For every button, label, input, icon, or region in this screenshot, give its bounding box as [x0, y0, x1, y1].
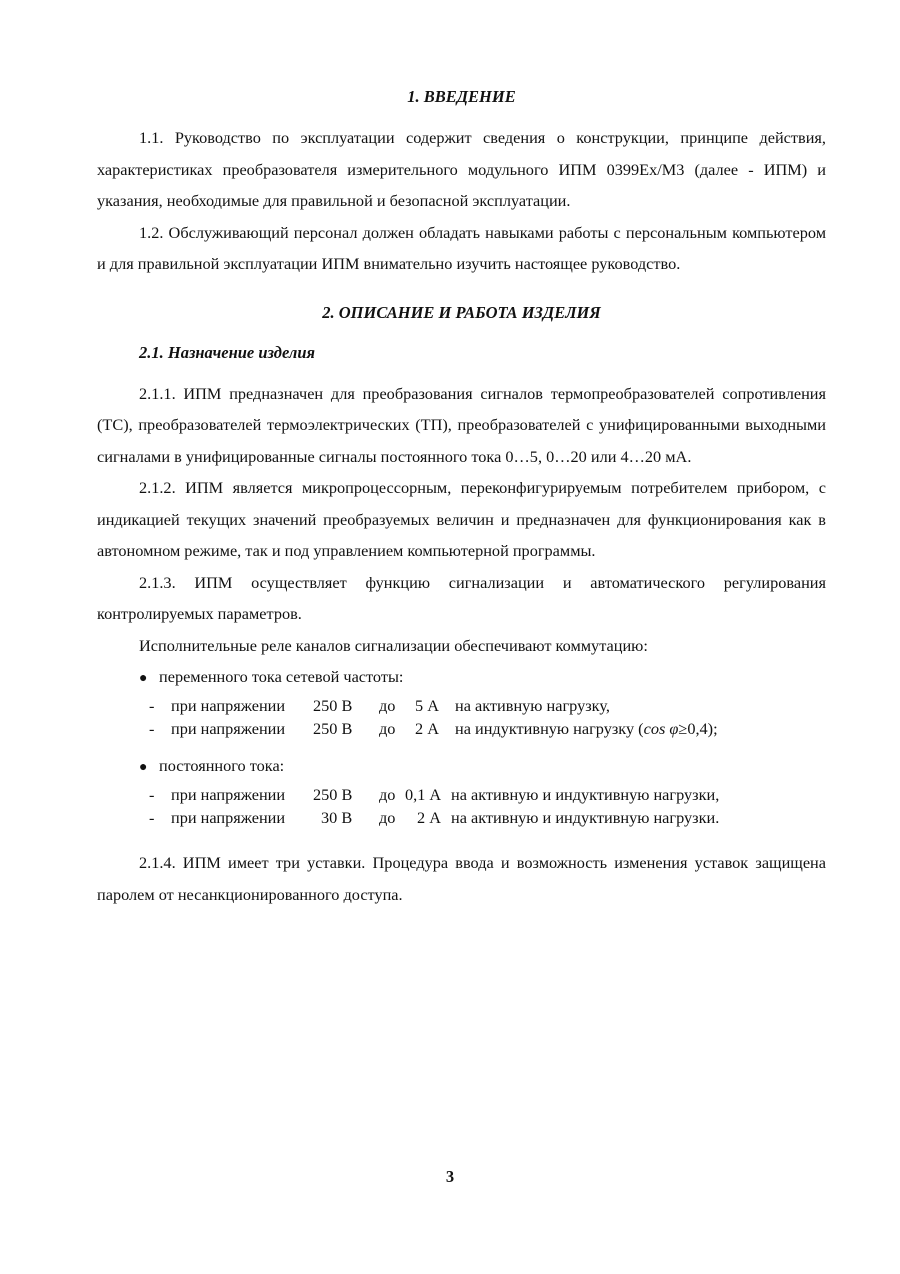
heading-introduction: 1. ВВЕДЕНИЕ — [407, 87, 516, 106]
bullet-dot-icon: ● — [139, 760, 148, 775]
paragraph-1-2: 1.2. Обслуживающий персонал должен обладать навыками работы с персональным компьютером и для правильной эксплуатации ИПМ внимательно изучить настоящее руководство. — [97, 222, 826, 273]
ac-label: переменного тока сетевой частоты: — [159, 667, 404, 686]
bullet-ac — [97, 661, 826, 694]
heading-description: 2. ОПИСАНИЕ И РАБОТА ИЗДЕЛИЯ — [322, 302, 601, 322]
document-page — [97, 82, 826, 910]
heading-purpose: 2.1. Назначение изделия — [139, 342, 315, 362]
ac-row-1: - при напряжении 250 В до 5 А на активную нагрузку, — [149, 696, 610, 715]
dc-label: постоянного тока: — [159, 756, 285, 775]
bullet-dot-icon: ● — [139, 671, 148, 686]
paragraph-2-1-4: 2.1.4. ИПМ имеет три уставки. Процедура ввода и возможность изменения уставок защищена паролем от несанкционированного доступа. — [97, 853, 826, 904]
ac-row-2: - при напряжении 250 В до 2 А на индуктивную нагрузку (cos φ≥0,4); — [149, 719, 718, 738]
paragraph-2-1-3: 2.1.3. ИПМ осуществляет функцию сигнализации и автоматического регулирования контролируемых параметров. — [97, 572, 826, 623]
paragraph-1-1: 1.1. Руководство по эксплуатации содержит сведения о конструкции, принципе действия, характеристиках преобразователя измерительного модульного ИПМ 0399Ex/М3 (далее - ИПМ) и указания, необходимые для правильной и безопасной эксплуатации. — [97, 128, 826, 210]
paragraph-2-1-1: 2.1.1. ИПМ предназначен для преобразования сигналов термопреобразователей сопротивления (ТС), преобразователей термоэлектрических (ТП), преобразователей с унифицированными выходными сигналами в унифицированные сигналы постоянного тока 0…5, 0…20 или 4…20 мА. — [97, 383, 826, 466]
dc-row-1: - при напряжении 250 В до 0,1 А на активную и индуктивную нагрузки, — [149, 785, 720, 804]
relay-intro: Исполнительные реле каналов сигнализации обеспечивают коммутацию: — [139, 635, 648, 655]
dc-row-2: - при напряжении 30 В до 2 А на активную и индуктивную нагрузки. — [149, 808, 720, 827]
page-number: 3 — [445, 1167, 455, 1186]
bullet-dc — [97, 750, 826, 783]
paragraph-2-1-2: 2.1.2. ИПМ является микропроцессорным, переконфигурируемым потребителем прибором, с индикацией текущих значений преобразуемых величин и предназначен для функционирования как в автономном режиме, так и под управлением компьютерной программы. — [97, 478, 826, 560]
